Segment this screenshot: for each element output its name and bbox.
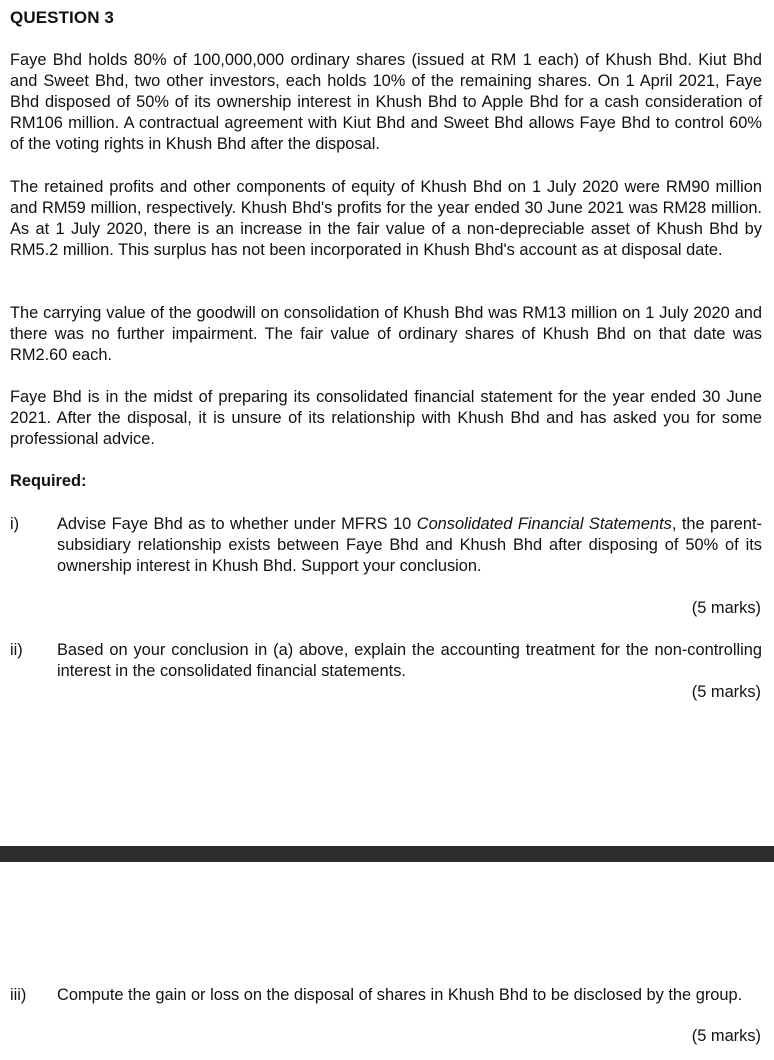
page-divider xyxy=(0,846,774,862)
part-ii-number: ii) xyxy=(10,641,23,659)
part-i-standard-title: Consolidated Financial Statements xyxy=(416,515,672,533)
part-i-text xyxy=(57,514,762,577)
part-ii-marks: (5 marks) xyxy=(691,683,761,701)
part-i-text-end: , the parent-subsidiary relationship exists between Faye Bhd and Khush Bhd after disposing of 50% of its ownership interest in Khush Bhd. Support your conclusion. xyxy=(57,515,762,575)
paragraph-equity: The retained profits and other components of equity of Khush Bhd on 1 July 2020 were RM90 million and RM59 million, respectively. Khush Bhd's profits for the year ended 30 June 2021 was RM28 million. As at 1 July 2020, there is an increase in the fair value of a non-depreciable asset of Khush Bhd by RM5.2 million. This surplus has not been incorporated in Khush Bhd's account as at disposal date. xyxy=(10,178,762,259)
question-heading: QUESTION 3 xyxy=(10,8,114,27)
part-iii-number: iii) xyxy=(10,986,27,1004)
paragraph-context: Faye Bhd is in the midst of preparing its consolidated financial statement for the year ended 30 June 2021. After the disposal, it is unsure of its relationship with Khush Bhd and has asked you for some professional advice. xyxy=(10,388,762,448)
part-i-marks: (5 marks) xyxy=(691,599,761,617)
paragraph-goodwill: The carrying value of the goodwill on consolidation of Khush Bhd was RM13 million on 1 July 2020 and there was no further impairment. The fair value of ordinary shares of Khush Bhd on that date was RM2.60 each. xyxy=(10,304,762,364)
required-label: Required: xyxy=(10,472,87,490)
part-iii-marks: (5 marks) xyxy=(691,1027,761,1045)
part-ii-text: Based on your conclusion in (a) above, explain the accounting treatment for the non-controlling interest in the consolidated financial statements. xyxy=(57,641,762,680)
part-i-text-start: Advise Faye Bhd as to whether under MFRS 10 xyxy=(57,515,417,533)
part-i-number: i) xyxy=(10,515,20,533)
paragraph-shareholding: Faye Bhd holds 80% of 100,000,000 ordinary shares (issued at RM 1 each) of Khush Bhd. Kiut Bhd and Sweet Bhd, two other investors, each holds 10% of the remaining shares. On 1 April 2021, Faye Bhd disposed of 50% of its ownership interest in Khush Bhd to Apple Bhd for a cash consideration of RM106 million. A contractual agreement with Kiut Bhd and Sweet Bhd allows Faye Bhd to control 60% of the voting rights in Khush Bhd after the disposal. xyxy=(10,51,762,153)
part-iii-text: Compute the gain or loss on the disposal of shares in Khush Bhd to be disclosed by the group. xyxy=(57,986,743,1004)
